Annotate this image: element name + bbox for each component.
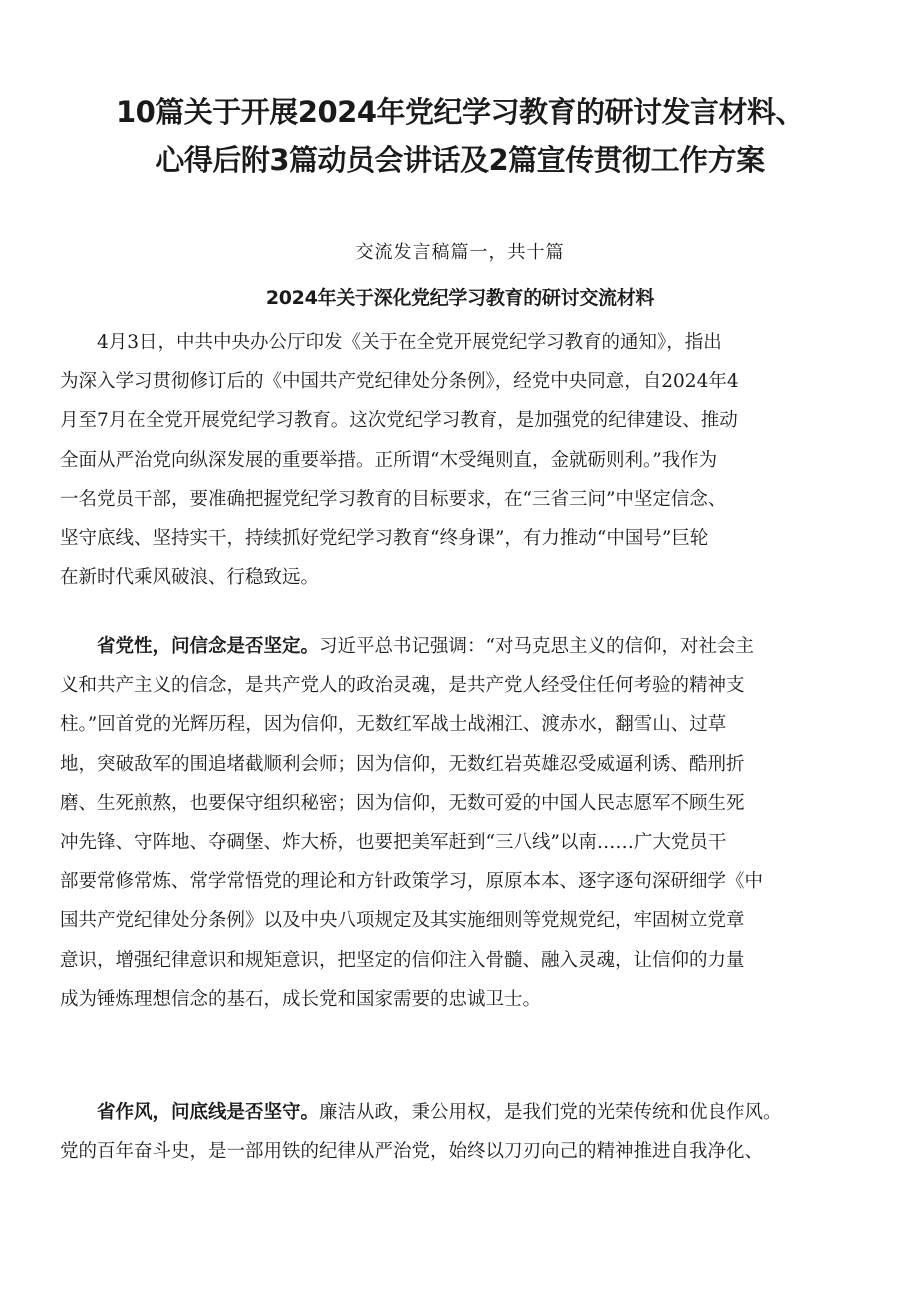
paragraph-lead: 省党性，问信念是否坚定。: [97, 636, 320, 657]
paragraph-line: 意识，增强纪律意识和规矩意识，把坚定的信仰注入骨髓、融入灵魂，让信仰的力量: [60, 949, 745, 971]
paragraph-line: 柱。”回首党的光辉历程，因为信仰，无数红军战士战湘江、渡赤水，翻雪山、过草: [60, 714, 727, 736]
paragraph-3: [60, 1093, 866, 1171]
paragraph-text: 习近平总书记强调：“对马克思主义的信仰，对社会主: [319, 636, 754, 657]
paragraph-line: 全面从严治党向纵深发展的重要举措。正所谓“木受绳则直，金就砺则利。”我作为: [60, 449, 718, 471]
paragraph-2: [60, 627, 866, 1019]
paragraph-line: [60, 1093, 866, 1132]
paragraph-lead: 省作风，问底线是否坚守。: [97, 1102, 320, 1123]
paragraph-text: 廉洁从政，秉公用权，是我们党的光荣传统和优良作风。: [319, 1102, 782, 1123]
paragraph-line: 义和共产主义的信念，是共产党人的政治灵魂，是共产党人经受住任何考验的精神支: [60, 675, 745, 697]
paragraph-line: 坚守底线、坚持实干，持续抓好党纪学习教育“终身课”，有力推动“中国号”巨轮: [60, 528, 709, 550]
paragraph-line: [60, 627, 866, 666]
paragraph-line: 冲先锋、守阵地、夺碉堡、炸大桥，也要把美军赶到“三八线”以南……广大党员干: [60, 832, 727, 854]
paragraph-line: 为深入学习贯彻修订后的《中国共产党纪律处分条例》，经党中央同意，自2024年4: [60, 371, 739, 393]
paragraph-1: [60, 323, 866, 597]
paragraph-line: 国共产党纪律处分条例》以及中央八项规定及其实施细则等党规党纪，牢固树立党章: [60, 910, 745, 932]
document-title: [60, 88, 860, 184]
section-title: 2024年关于深化党纪学习教育的研讨交流材料: [265, 287, 655, 309]
paragraph-line: 地，突破敌军的围追堵截顺利会师；因为信仰，无数红岩英雄忍受威逼利诱、酷刑折: [60, 753, 745, 775]
title-line-1: 10篇关于开展2024年党纪学习教育的研讨发言材料、: [115, 95, 805, 129]
title-line-2: 心得后附3篇动员会讲话及2篇宣传贯彻工作方案: [155, 143, 765, 177]
paragraph-line: 在新时代乘风破浪、行稳致远。: [60, 567, 320, 589]
paragraph-line: 4月3日，中共中央办公厅印发《关于在全党开展党纪学习教育的通知》，指出: [97, 332, 722, 353]
paragraph-line: 成为锤炼理想信念的基石，成长党和国家需要的忠诚卫士。: [60, 988, 542, 1010]
paragraph-line: 部要常修常炼、常学常悟党的理论和方针政策学习，原原本本、逐字逐句深研细学《中: [60, 871, 764, 893]
paragraph-line: 党的百年奋斗史，是一部用铁的纪律从严治党，始终以刀刃向己的精神推进自我净化、: [60, 1141, 764, 1163]
paragraph-line: 一名党员干部，要准确把握党纪学习教育的目标要求，在“三省三问”中坚定信念、: [60, 488, 727, 510]
paragraph-line: 磨、生死煎熬，也要保守组织秘密；因为信仰，无数可爱的中国人民志愿军不顾生死: [60, 792, 745, 814]
document-subtitle: 交流发言稿篇一，共十篇: [355, 242, 565, 263]
paragraph-line: 月至7月在全党开展党纪学习教育。这次党纪学习教育，是加强党的纪律建设、推动: [60, 410, 738, 432]
